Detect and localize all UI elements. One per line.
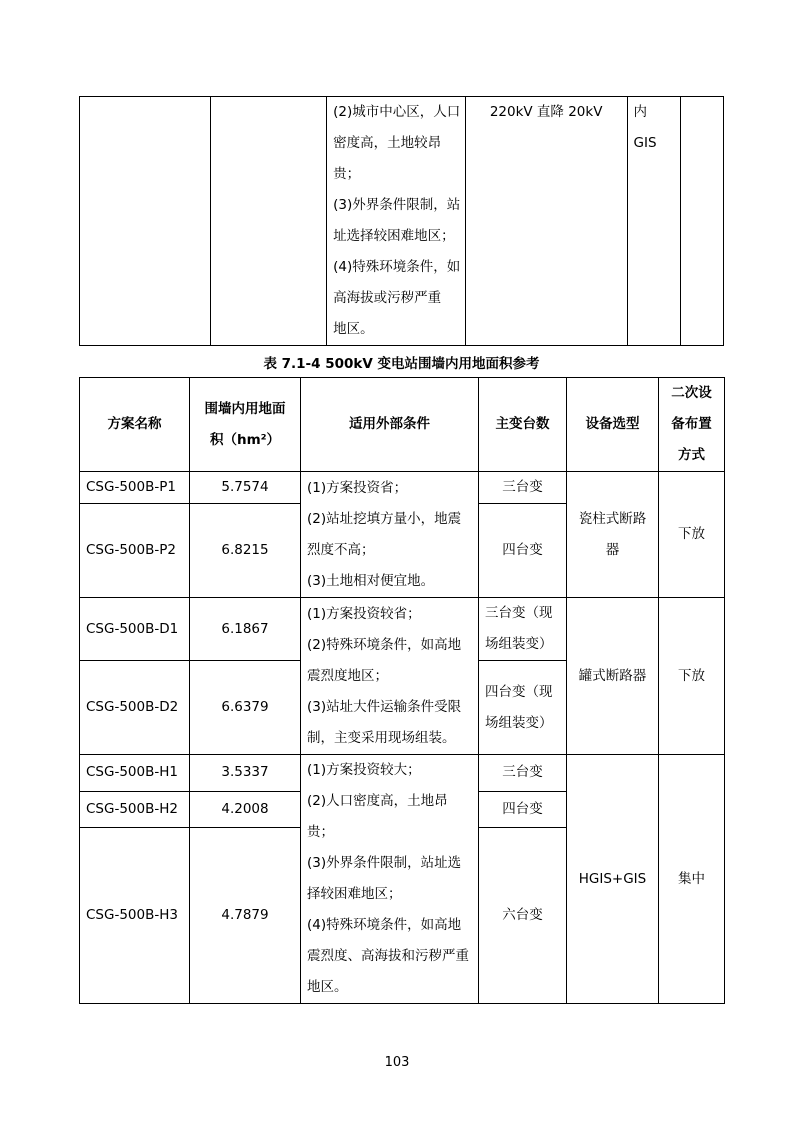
header-transformers: 主变台数	[479, 378, 567, 472]
transformer-count: 四台变	[479, 791, 567, 828]
area-value: 5.7574	[190, 472, 301, 504]
table-row	[80, 755, 725, 792]
area-value: 6.8215	[190, 504, 301, 598]
scheme-name: CSG-500B-H1	[80, 755, 190, 792]
header-conditions: 适用外部条件	[301, 378, 479, 472]
equipment-cell: 罐式断路器	[567, 598, 659, 755]
table-row	[80, 598, 725, 661]
header-layout: 二次设 备布置 方式	[659, 378, 725, 472]
layout-cell: 下放	[659, 472, 725, 598]
transformer-count: 四台变（现 场组装变）	[479, 661, 567, 755]
area-value: 3.5337	[190, 755, 301, 792]
table-row	[80, 472, 725, 504]
area-value: 6.6379	[190, 661, 301, 755]
empty-cell	[210, 97, 327, 346]
header-row	[80, 378, 725, 472]
empty-cell	[80, 97, 211, 346]
area-value: 6.1867	[190, 598, 301, 661]
conditions-cell: (2)城市中心区，人口 密度高，土地较昂贵； (3)外界条件限制，站 址选择较困难地区； (4)特殊环境条件，如 高海拔或污秽严重 地区。	[327, 97, 466, 346]
conditions-cell: (1)方案投资较省； (2)特殊环境条件，如高地 震烈度地区； (3)站址大件运输条件受限 制，主变采用现场组装。	[301, 598, 479, 755]
conditions-cell: (1)方案投资省； (2)站址挖填方量小，地震 烈度不高； (3)土地相对便宜地。	[301, 472, 479, 598]
scheme-name: CSG-500B-P1	[80, 472, 190, 504]
equipment-cell: 瓷柱式断路 器	[567, 472, 659, 598]
transformer-count: 三台变	[479, 755, 567, 792]
conditions-cell: (1)方案投资较大； (2)人口密度高，土地昂贵； (3)外界条件限制，站址选 择较困难地区； (4)特殊环境条件，如高地 震烈度、高海拔和污秽严重 地区。	[301, 755, 479, 1004]
transformer-count: 六台变	[479, 828, 567, 1004]
transformer-cell: 220kV 直降 20kV	[465, 97, 627, 346]
layout-cell: 下放	[659, 598, 725, 755]
table-caption: 表 7.1-4 500kV 变电站围墙内用地面积参考	[263, 356, 540, 372]
scheme-name: CSG-500B-P2	[80, 504, 190, 598]
page-number: 103	[384, 1055, 410, 1070]
continuation-table	[79, 96, 724, 346]
header-area: 围墙内用地面 积（hm²）	[190, 378, 301, 472]
scheme-name: CSG-500B-D2	[80, 661, 190, 755]
layout-cell: 集中	[659, 755, 725, 1004]
scheme-name: CSG-500B-D1	[80, 598, 190, 661]
area-reference-table	[79, 377, 725, 1004]
scheme-name: CSG-500B-H2	[80, 791, 190, 828]
empty-cell	[680, 97, 723, 346]
transformer-count: 三台变（现 场组装变）	[479, 598, 567, 661]
scheme-name: CSG-500B-H3	[80, 828, 190, 1004]
header-scheme: 方案名称	[80, 378, 190, 472]
transformer-count: 三台变	[479, 472, 567, 504]
area-value: 4.7879	[190, 828, 301, 1004]
equipment-cell: HGIS+GIS	[567, 755, 659, 1004]
transformer-count: 四台变	[479, 504, 567, 598]
header-equipment: 设备选型	[567, 378, 659, 472]
type-cell: 内 GIS	[627, 97, 680, 346]
area-value: 4.2008	[190, 791, 301, 828]
